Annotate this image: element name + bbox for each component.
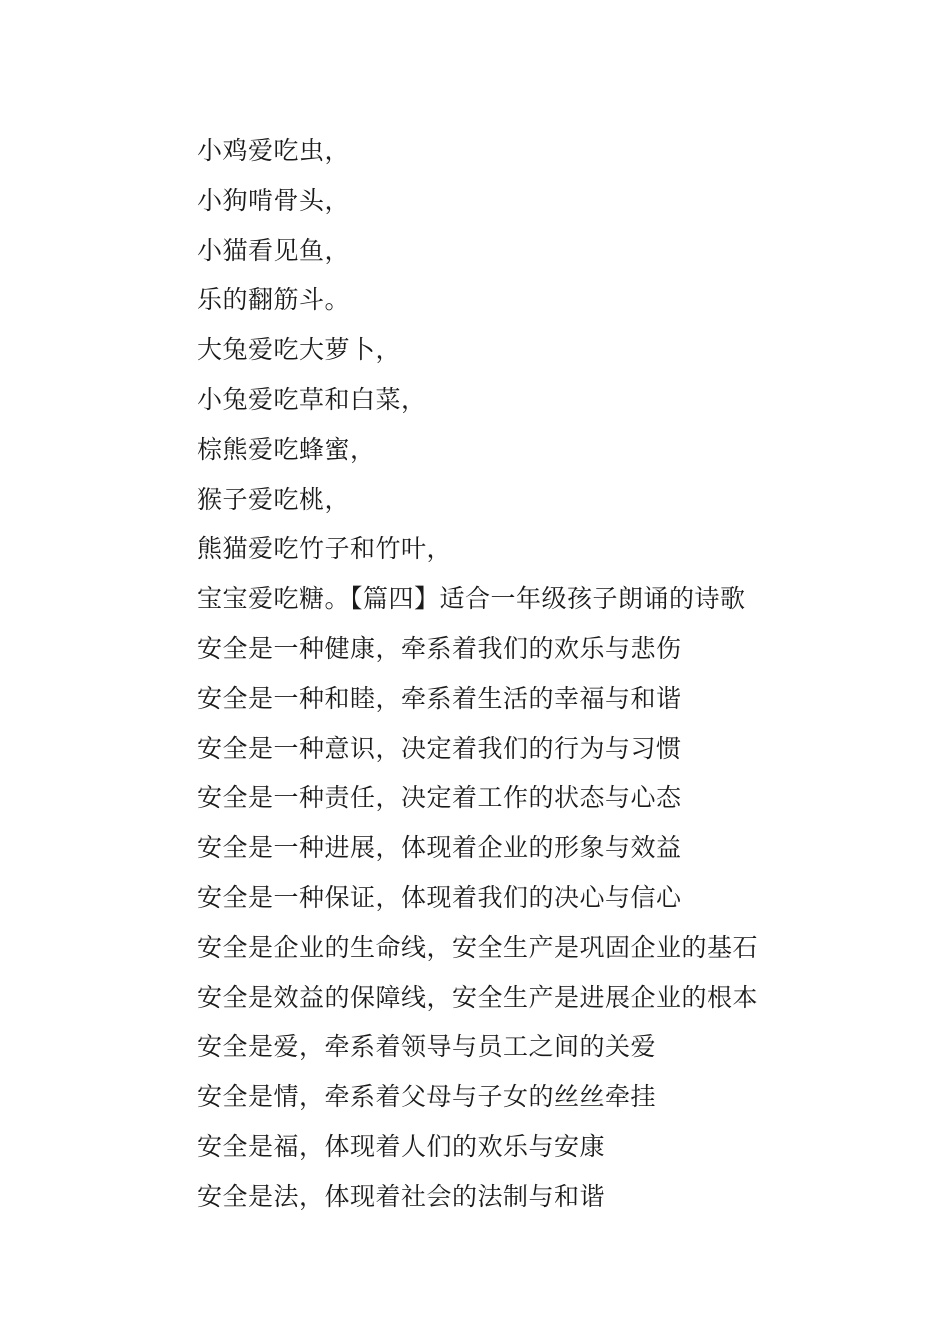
text-line: 小狗啃骨头， xyxy=(197,185,351,215)
text-line: 安全是效益的保障线，安全生产是进展企业的根本 xyxy=(197,982,759,1012)
text-line: 宝宝爱吃糖。【篇四】适合一年级孩子朗诵的诗歌 xyxy=(197,584,746,614)
text-line: 安全是一种意识，决定着我们的行为与习惯 xyxy=(197,733,682,763)
text-line: 安全是爱，牵系着领导与员工之间的关爱 xyxy=(197,1032,657,1062)
text-line: 小鸡爱吃虫， xyxy=(197,136,351,165)
text-line: 安全是一种进展，体现着企业的形象与效益 xyxy=(197,833,682,863)
poem-text xyxy=(197,126,897,1222)
text-line: 安全是一种健康，牵系着我们的欢乐与悲伤 xyxy=(197,633,682,663)
text-line: 安全是一种保证，体现着我们的决心与信心 xyxy=(197,882,682,912)
text-line: 乐的翻筋斗。 xyxy=(197,285,351,315)
text-line: 小猫看见鱼， xyxy=(197,235,351,265)
text-line: 棕熊爱吃蜂蜜， xyxy=(197,434,376,464)
text-line: 熊猫爱吃竹子和竹叶， xyxy=(197,534,453,564)
text-line: 安全是企业的生命线，安全生产是巩固企业的基石 xyxy=(197,932,759,962)
text-line: 安全是一种和睦，牵系着生活的幸福与和谐 xyxy=(197,683,682,713)
text-line: 安全是法，体现着社会的法制与和谐 xyxy=(197,1181,606,1211)
text-line: 安全是福，体现着人们的欢乐与安康 xyxy=(197,1131,606,1161)
text-line: 安全是情，牵系着父母与子女的丝丝牵挂 xyxy=(197,1082,657,1112)
text-line: 大兔爱吃大萝卜， xyxy=(197,335,402,365)
text-line: 小兔爱吃草和白菜， xyxy=(197,384,427,414)
text-line: 安全是一种责任，决定着工作的状态与心态 xyxy=(197,783,682,813)
text-line: 猴子爱吃桃， xyxy=(197,484,351,514)
